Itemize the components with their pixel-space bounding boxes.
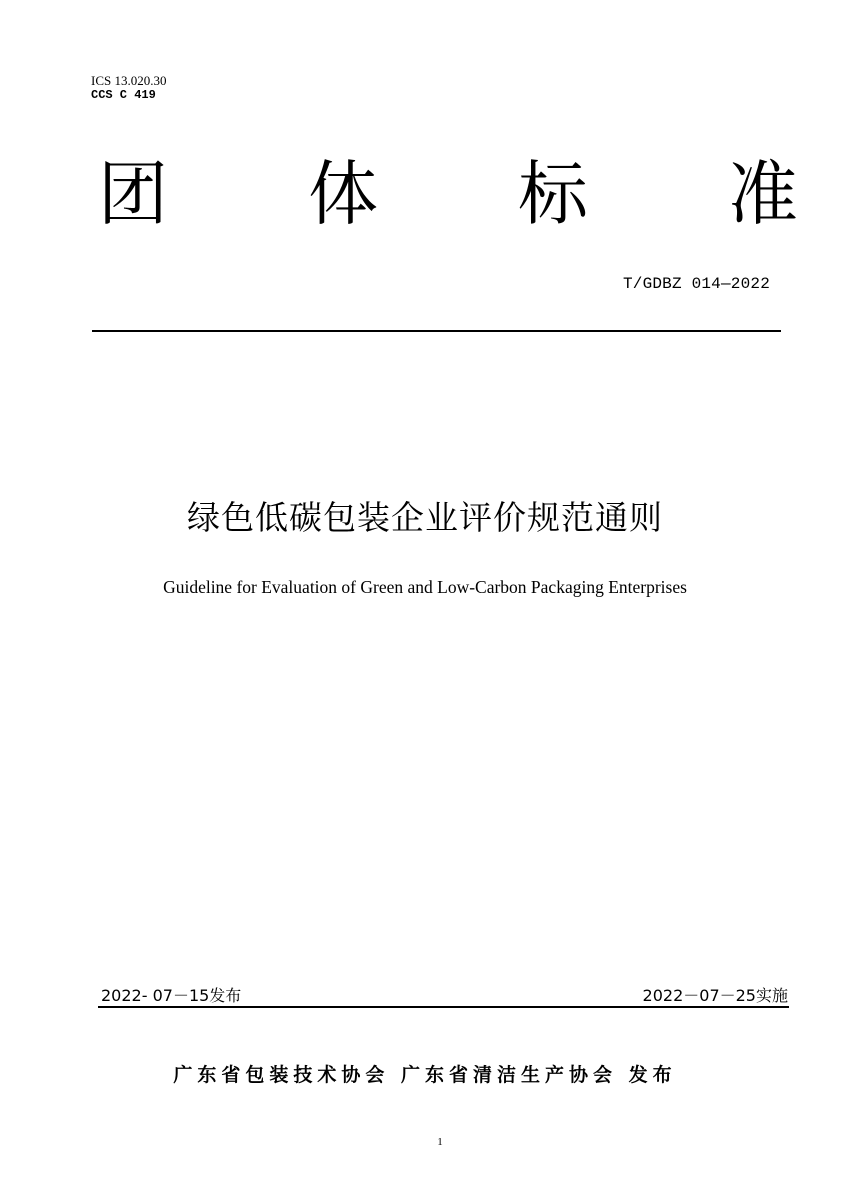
- implement-date: 2022－07－25实施: [642, 986, 788, 1005]
- page-number: 1: [437, 1136, 443, 1148]
- english-title: Guideline for Evaluation of Green and Low-Carbon Packaging Enterprises: [163, 577, 687, 597]
- publisher-line: 广东省包装技术协会 广东省清洁生产协会 发布: [173, 1064, 677, 1086]
- bottom-divider: [98, 1006, 789, 1008]
- standard-type-char-3: 标: [518, 153, 588, 235]
- standard-type-heading: [98, 148, 798, 240]
- standard-type-char-4: 准: [728, 153, 798, 235]
- ccs-code: CCS C 419: [91, 88, 156, 102]
- top-divider: [92, 330, 781, 332]
- publish-date: 2022- 07－15发布: [101, 986, 242, 1005]
- standard-number: T/GDBZ 014—2022: [622, 275, 770, 293]
- chinese-title: 绿色低碳包装企业评价规范通则: [187, 498, 663, 537]
- standard-type-char-2: 体: [308, 153, 378, 235]
- standard-type-char-1: 团: [98, 153, 168, 235]
- ics-code: ICS 13.020.30: [91, 73, 167, 88]
